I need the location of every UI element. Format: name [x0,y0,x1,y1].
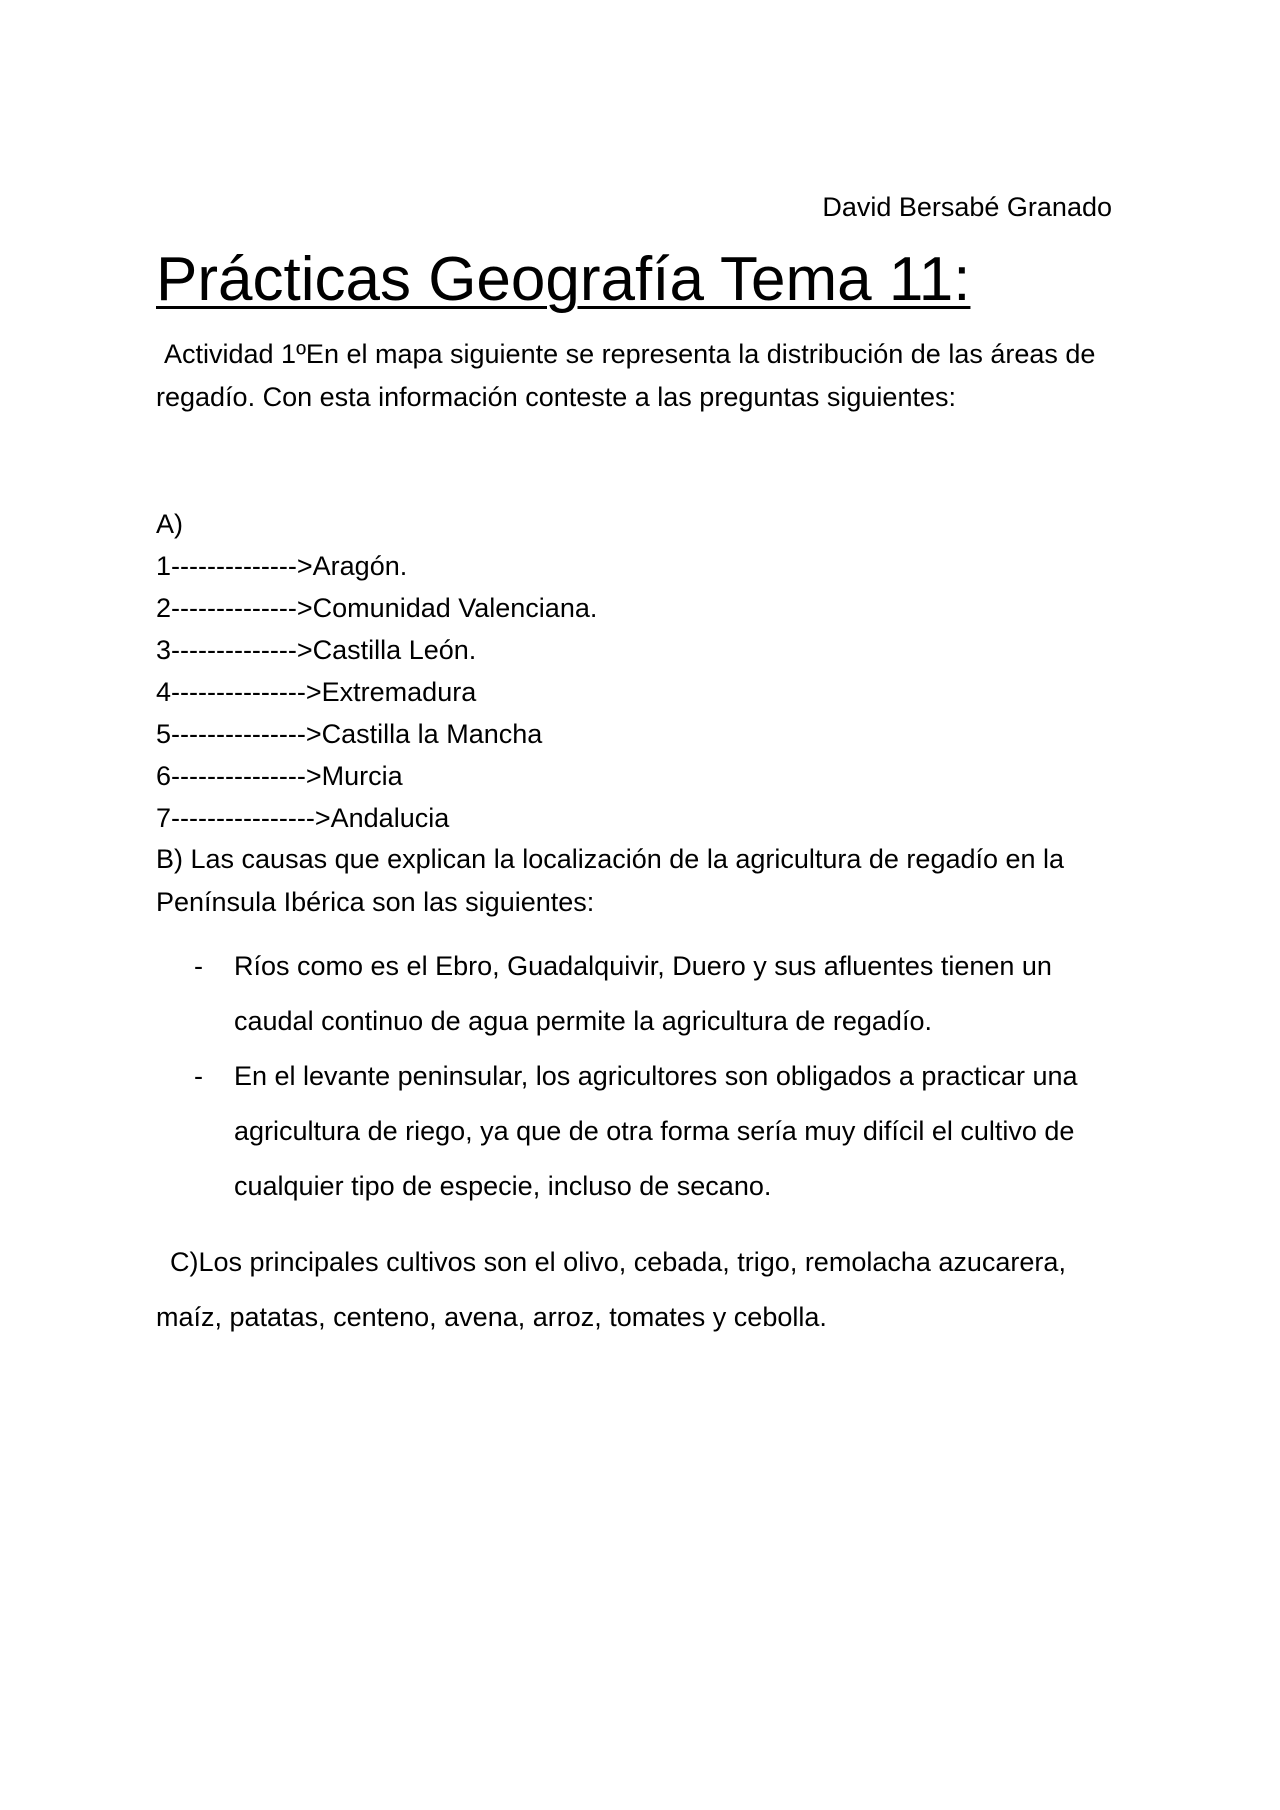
section-a-item: 6--------------->Murcia [156,761,403,791]
section-c-text: C)Los principales cultivos son el olivo, cebada, trigo, remolacha azucarera, maíz, patatas, centeno, avena, arroz, tomates y cebolla. [156,1247,1066,1332]
section-a-item: 1-------------->Aragón. [156,551,408,581]
section-a-item: 7---------------->Andalucia [156,803,450,833]
section-a-item: 3-------------->Castilla León. [156,635,477,665]
section-a [156,503,1136,839]
bullet-item [156,1049,1136,1214]
author-name: David Bersabé Granado [822,192,1112,222]
bullet-marker: - [194,1061,203,1091]
section-b-text: B) Las causas que explican la localización de la agricultura de regadío en la Península Ibérica son las siguientes: [156,844,1065,917]
bullet-marker: - [194,951,203,981]
bullet-text: En el levante peninsular, los agricultores son obligados a practicar una agricultura de riego, ya que de otra forma sería muy difícil el cultivo de cualquier tipo de especie, incluso de secano. [234,1061,1078,1201]
activity-intro: Actividad 1ºEn el mapa siguiente se representa la distribución de las áreas de regadío. Con esta información conteste a las preguntas siguientes: [156,339,1096,412]
section-a-item: 5--------------->Castilla la Mancha [156,719,543,749]
bullet-text: Ríos como es el Ebro, Guadalquivir, Duero y sus afluentes tienen un caudal continuo de agua permite la agricultura de regadío. [234,951,1052,1036]
section-a-item: 2-------------->Comunidad Valenciana. [156,593,598,623]
section-a-heading: A) [156,509,183,539]
section-a-item: 4--------------->Extremadura [156,677,477,707]
section-b-bullet-list [156,939,1136,1214]
page-title: Prácticas Geografía Tema 11: [156,245,971,314]
bullet-item [156,939,1136,1049]
